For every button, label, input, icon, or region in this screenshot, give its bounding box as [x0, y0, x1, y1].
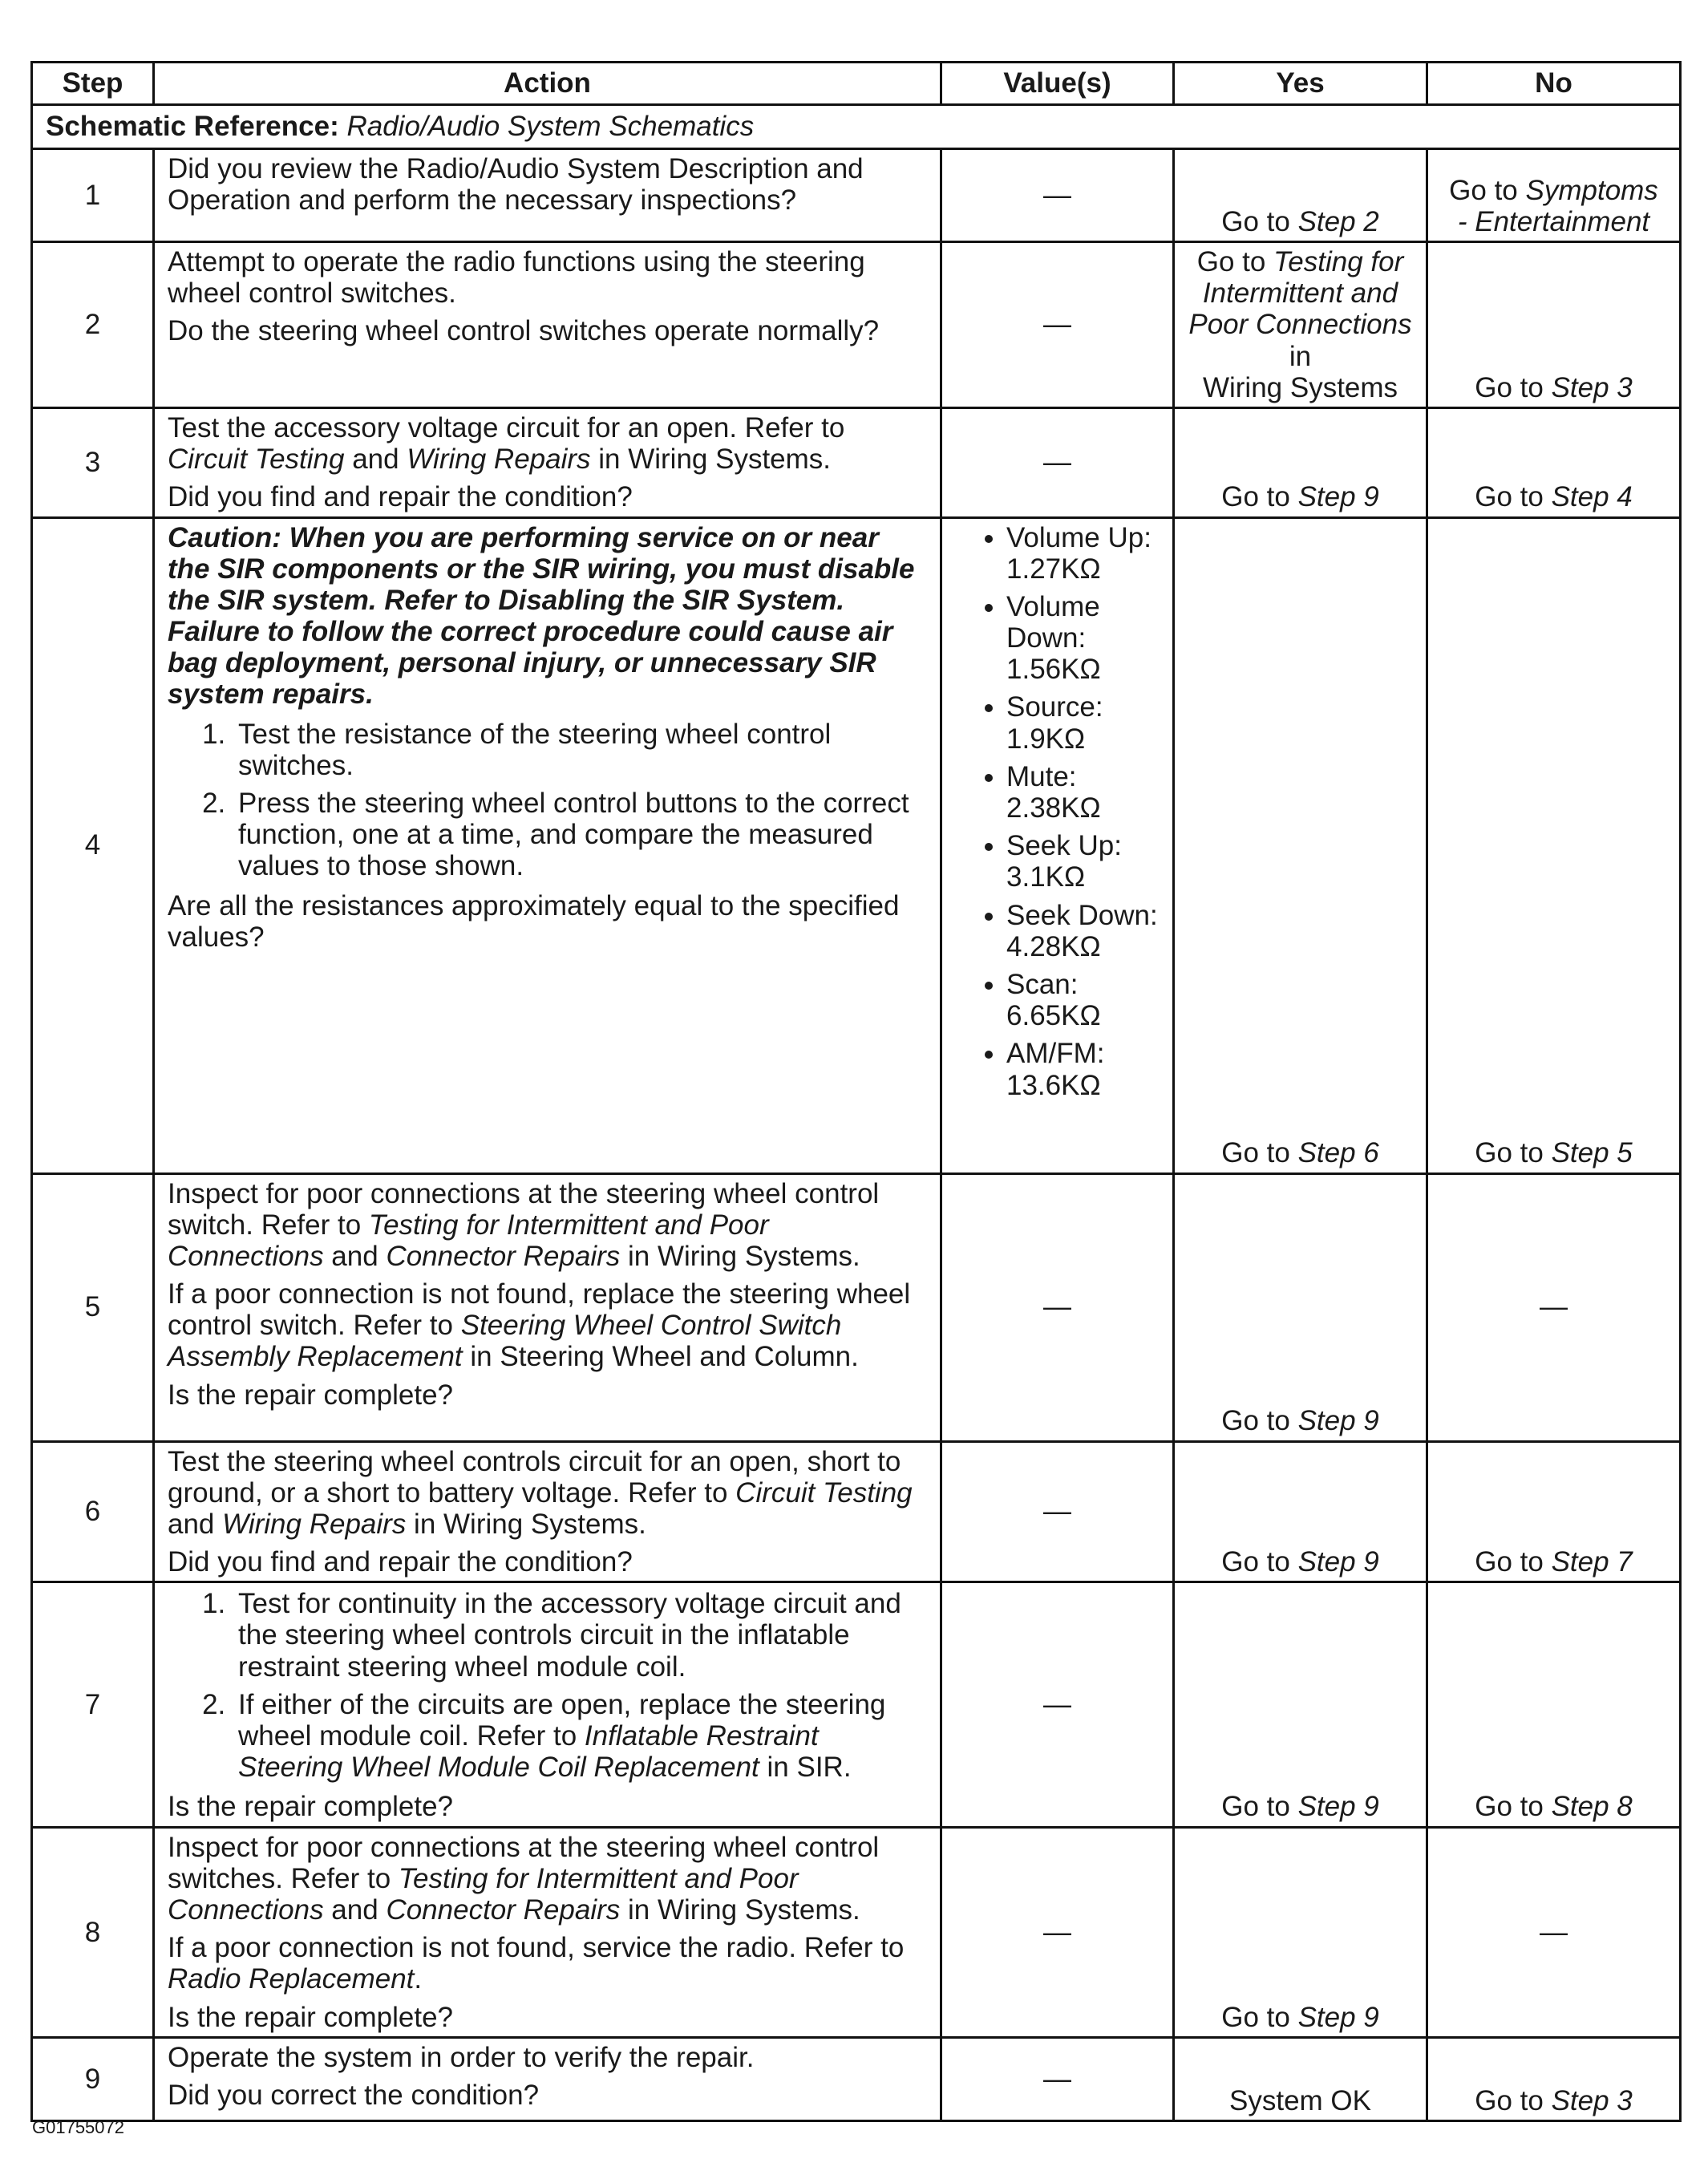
text-run: and: [323, 1893, 387, 1926]
yes-cell: [1174, 1827, 1427, 2037]
action-text: [154, 1441, 941, 1582]
table-row-step-9: [32, 2037, 1681, 2120]
values-cell: [941, 517, 1174, 1173]
text-run: Inspect for poor connections at the steering wheel control switch. Refer to: [168, 1177, 880, 1241]
yes-link: Step 9: [1297, 1791, 1379, 1823]
value-dash: —: [941, 242, 1174, 408]
value-dash: —: [941, 407, 1174, 517]
no-prefix: Go to: [1475, 481, 1552, 513]
yes-link: Step 6: [1297, 1137, 1379, 1169]
no-prefix: Go to: [1475, 1137, 1552, 1169]
yes-prefix: Go to: [1221, 1137, 1298, 1169]
text-run: Test the accessory voltage circuit for an open. Refer to: [168, 411, 845, 443]
step-number: 1: [32, 149, 154, 242]
no-cell: [1427, 149, 1681, 242]
action-paragraph: [168, 1932, 927, 1995]
action-paragraph: Operate the system in order to verify the repair.: [168, 2041, 755, 2073]
text-run: in SIR.: [759, 1752, 852, 1784]
table-row-step-8: [32, 1827, 1681, 2037]
value-dash: —: [941, 1441, 1174, 1582]
header-action: Action: [154, 63, 941, 105]
text-run: in Wiring Systems.: [620, 1893, 860, 1926]
text-run: If a poor connection is not found, replace the steering wheel control switch. Refer to: [168, 1278, 911, 1342]
yes-suffix: Wiring Systems: [1202, 371, 1398, 403]
no-dash: —: [1427, 1173, 1681, 1441]
header-values: Value(s): [941, 63, 1174, 105]
resistance-value: • AM/FM: 13.6KΩ: [1006, 1038, 1160, 1100]
yes-cell: [1174, 149, 1427, 242]
action-question: Are all the resistances approximately equal to the specified values?: [168, 889, 900, 953]
procedure-item: 1. Test for continuity in the accessory voltage circuit and the steering wheel controls circuit in the inflatable restraint steering wheel module coil.: [233, 1588, 927, 1683]
yes-link: Step 2: [1297, 205, 1379, 237]
no-prefix: Go to: [1475, 371, 1552, 403]
resistance-value: • Seek Up: 3.1KΩ: [1006, 830, 1160, 893]
yes-link: Step 9: [1297, 1546, 1379, 1578]
reference-link: Wiring Repairs: [407, 443, 591, 476]
reference-link: Circuit Testing: [735, 1476, 913, 1509]
caution-text: Caution: When you are performing service on or near the SIR components or the SIR wiring, you must disable the SIR system. Refer to Disabling the SIR System. Failure to follow the correct procedure could cause air bag deployment, personal injury, or unnecessary SIR system repairs.: [168, 521, 915, 711]
resistance-values-list: [982, 522, 1160, 1101]
text-run: Inspect for poor connections at the steering wheel control switches. Refer to: [168, 1831, 880, 1894]
step-number: 3: [32, 407, 154, 517]
action-question: Did you find and repair the condition?: [168, 481, 633, 513]
text-run: in Steering Wheel and Column.: [462, 1341, 859, 1373]
action-paragraph: [168, 1278, 927, 1373]
header-yes: Yes: [1174, 63, 1427, 105]
action-question: Did you correct the condition?: [168, 2079, 540, 2111]
reference-link: Wiring Repairs: [222, 1508, 407, 1540]
action-text: [154, 1173, 941, 1441]
yes-prefix: Go to: [1221, 2001, 1298, 2033]
step-number: 6: [32, 1441, 154, 1582]
action-question: Did you find and repair the condition?: [168, 1546, 633, 1578]
no-cell: [1427, 1441, 1681, 1582]
text-run: If either of the circuits are open, replace the steering wheel module coil. Refer to: [238, 1688, 886, 1752]
yes-mid: in: [1289, 340, 1312, 372]
header-step: Step: [32, 63, 154, 105]
yes-cell: [1174, 517, 1427, 1173]
no-link: Symptoms - Entertainment: [1457, 174, 1658, 237]
no-link: Step 4: [1551, 481, 1633, 513]
action-paragraph: [168, 1832, 927, 1926]
yes-link: Step 9: [1297, 481, 1379, 513]
resistance-value: • Mute: 2.38KΩ: [1006, 761, 1160, 824]
yes-prefix: Go to: [1221, 1791, 1298, 1823]
table-row-step-3: [32, 407, 1681, 517]
procedure-item: 1. Test the resistance of the steering wheel control switches.: [233, 719, 927, 781]
action-question: Is the repair complete?: [168, 2001, 454, 2033]
header-no: No: [1427, 63, 1681, 105]
schematic-reference-label: Schematic Reference:: [46, 111, 339, 143]
text-run: and: [344, 443, 407, 476]
value-dash: —: [941, 149, 1174, 242]
reference-link: Testing for Intermittent and Poor Connections: [168, 1209, 769, 1272]
no-prefix: Go to: [1475, 1791, 1552, 1823]
schematic-reference-value: Radio/Audio System Schematics: [346, 111, 755, 143]
schematic-reference-row: [32, 105, 1681, 149]
yes-prefix: Go to: [1221, 205, 1298, 237]
text-run: and: [323, 1240, 387, 1272]
step-number: 2: [32, 242, 154, 408]
value-dash: —: [941, 1827, 1174, 2037]
no-link: Step 5: [1551, 1137, 1633, 1169]
step-number: 9: [32, 2037, 154, 2120]
no-prefix: Go to: [1449, 174, 1526, 206]
no-dash: —: [1427, 1827, 1681, 2037]
table-row-step-7: [32, 1582, 1681, 1827]
step-number: 4: [32, 517, 154, 1173]
yes-cell: [1174, 407, 1427, 517]
action-text: [154, 407, 941, 517]
yes-link: Step 9: [1297, 1405, 1379, 1437]
action-text: [154, 517, 941, 1173]
yes-link: Step 9: [1297, 2001, 1379, 2033]
text-run: in Wiring Systems.: [406, 1508, 646, 1540]
action-paragraph: [168, 1446, 927, 1541]
table-row-step-2: [32, 242, 1681, 408]
action-paragraph: Attempt to operate the radio functions using the steering wheel control switches.: [168, 246, 865, 310]
no-cell: [1427, 2037, 1681, 2120]
action-text: [154, 1827, 941, 2037]
reference-link: Testing for Intermittent and Poor Connections: [168, 1862, 799, 1926]
no-cell: [1427, 517, 1681, 1173]
resistance-value: • Seek Down: 4.28KΩ: [1006, 900, 1160, 962]
value-dash: —: [941, 2037, 1174, 2120]
resistance-value: • Volume Up: 1.27KΩ: [1006, 522, 1160, 585]
diagnostic-table: [30, 61, 1682, 2122]
value-dash: —: [941, 1173, 1174, 1441]
procedure-list: [168, 719, 927, 882]
reference-link: Radio Replacement: [168, 1963, 415, 1995]
no-link: Step 3: [1551, 371, 1633, 403]
table-header-row: [32, 63, 1681, 105]
yes-cell: [1174, 1582, 1427, 1827]
text-run: in Wiring Systems.: [590, 443, 832, 476]
yes-prefix: Go to: [1221, 1405, 1298, 1437]
no-cell: [1427, 242, 1681, 408]
action-paragraph: [168, 412, 927, 475]
yes-link: Testing for Intermittent and Poor Connections: [1188, 246, 1412, 341]
step-number: 8: [32, 1827, 154, 2037]
no-cell: [1427, 1582, 1681, 1827]
figure-code: G01755072: [32, 2117, 124, 2137]
yes-cell: [1174, 1441, 1427, 1582]
reference-link: Inflatable Restraint Steering Wheel Module Coil Replacement: [238, 1720, 819, 1784]
text-run: Test the steering wheel controls circuit for an open, short to ground, or a short to battery voltage. Refer to: [168, 1445, 901, 1509]
action-question: Is the repair complete?: [168, 1791, 454, 1823]
procedure-item: 2. Press the steering wheel control buttons to the correct function, one at a time, and compare the measured values to those shown.: [233, 788, 927, 882]
action-paragraph: Did you review the Radio/Audio System Description and Operation and perform the necessary inspections?: [168, 153, 864, 217]
action-text: [154, 242, 941, 408]
no-cell: [1427, 407, 1681, 517]
action-text: [154, 149, 941, 242]
reference-link: Circuit Testing: [168, 443, 345, 476]
resistance-value: • Source: 1.9KΩ: [1006, 691, 1160, 754]
text-run: If a poor connection is not found, service the radio. Refer to: [168, 1932, 905, 1964]
reference-link: Connector Repairs: [386, 1893, 621, 1926]
action-text: [154, 1582, 941, 1827]
yes-cell: [1174, 242, 1427, 408]
no-prefix: Go to: [1475, 2084, 1552, 2116]
no-link: Step 8: [1551, 1791, 1633, 1823]
resistance-value: • Scan: 6.65KΩ: [1006, 969, 1160, 1031]
action-paragraph: [168, 1178, 927, 1273]
text-run: .: [414, 1963, 423, 1995]
yes-prefix: Go to: [1221, 481, 1298, 513]
action-question: Do the steering wheel control switches operate normally?: [168, 315, 880, 347]
text-run: and: [168, 1508, 223, 1540]
table-row-step-4: [32, 517, 1681, 1173]
procedure-item: [233, 1689, 927, 1784]
text-run: in Wiring Systems.: [620, 1240, 860, 1272]
action-question: Is the repair complete?: [168, 1379, 454, 1411]
yes-cell: System OK: [1174, 2037, 1427, 2120]
yes-cell: [1174, 1173, 1427, 1441]
step-number: 7: [32, 1582, 154, 1827]
action-text: [154, 2037, 941, 2120]
table-row-step-1: [32, 149, 1681, 242]
value-dash: —: [941, 1582, 1174, 1827]
no-link: Step 7: [1551, 1546, 1633, 1578]
step-number: 5: [32, 1173, 154, 1441]
no-link: Step 3: [1551, 2084, 1633, 2116]
resistance-value: • Volume Down: 1.56KΩ: [1006, 591, 1160, 686]
yes-prefix: Go to: [1221, 1546, 1298, 1578]
procedure-list: [168, 1588, 927, 1783]
reference-link: Steering Wheel Control Switch Assembly Replacement: [168, 1310, 842, 1373]
schematic-reference: [32, 105, 1681, 149]
reference-link: Connector Repairs: [386, 1240, 621, 1272]
table-row-step-6: [32, 1441, 1681, 1582]
no-prefix: Go to: [1475, 1546, 1552, 1578]
table-row-step-5: [32, 1173, 1681, 1441]
yes-prefix: Go to: [1196, 246, 1274, 277]
